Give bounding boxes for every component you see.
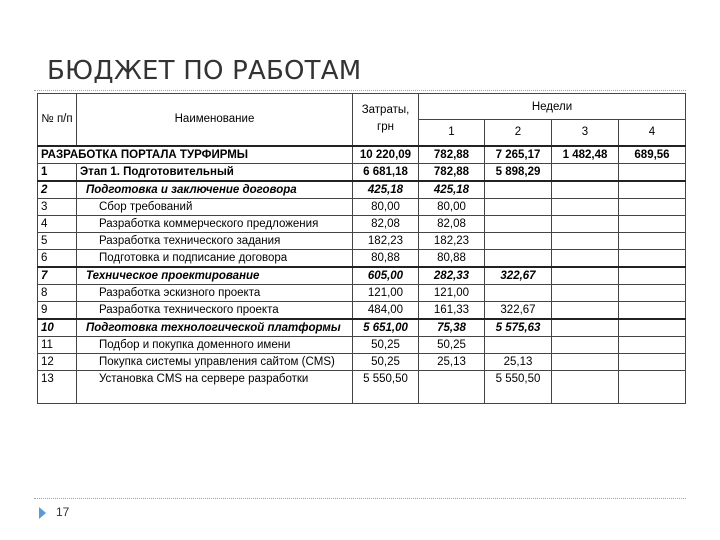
table-row xyxy=(38,284,686,301)
cell-week-3 xyxy=(552,267,619,285)
cell-week-1: 121,00 xyxy=(419,284,485,301)
table-row xyxy=(38,249,686,267)
header-cost: Затраты, грн xyxy=(353,94,419,146)
page-title: БЮДЖЕТ ПО РАБОТАМ xyxy=(47,56,362,86)
cell-cost: 425,18 xyxy=(353,181,419,199)
table-row xyxy=(38,336,686,353)
cell-cost: 6 681,18 xyxy=(353,163,419,181)
cell-num: 10 xyxy=(38,319,77,337)
cell-week-2 xyxy=(485,249,552,267)
header-weeks: Недели xyxy=(419,94,686,120)
table-row xyxy=(38,215,686,232)
cell-week-1: 161,33 xyxy=(419,301,485,319)
cell-week-4 xyxy=(619,198,686,215)
cell-week-4 xyxy=(619,353,686,370)
cell-week-2 xyxy=(485,181,552,199)
cell-week-1: 50,25 xyxy=(419,336,485,353)
cell-week-1: 282,33 xyxy=(419,267,485,285)
cell-num: 11 xyxy=(38,336,77,353)
cell-name: Техническое проектирование xyxy=(77,267,353,285)
table-row xyxy=(38,181,686,199)
cell-week-4 xyxy=(619,215,686,232)
cell-cost: 50,25 xyxy=(353,353,419,370)
cell-week-2: 322,67 xyxy=(485,267,552,285)
cell-week-3 xyxy=(552,198,619,215)
cell-name: Подготовка технологической платформы xyxy=(77,319,353,337)
cell-cost: 484,00 xyxy=(353,301,419,319)
table-row xyxy=(38,319,686,337)
cell-week-3 xyxy=(552,232,619,249)
table-row xyxy=(38,163,686,181)
cell-num: 4 xyxy=(38,215,77,232)
cell-week-4 xyxy=(619,319,686,337)
cell-week-3 xyxy=(552,353,619,370)
cell-num: 8 xyxy=(38,284,77,301)
cell-week-4 xyxy=(619,163,686,181)
cell-name: Сбор требований xyxy=(77,198,353,215)
table-row xyxy=(38,353,686,370)
cell-week-1: 182,23 xyxy=(419,232,485,249)
page-number: 17 xyxy=(56,505,70,519)
header-week-3: 3 xyxy=(552,120,619,146)
cell-week-3 xyxy=(552,319,619,337)
page-marker-arrow-icon xyxy=(39,507,46,519)
cell-week-3 xyxy=(552,336,619,353)
cell-cost: 10 220,09 xyxy=(353,146,419,164)
cell-cost: 182,23 xyxy=(353,232,419,249)
cell-week-2 xyxy=(485,336,552,353)
cell-num: 9 xyxy=(38,301,77,319)
cell-week-1 xyxy=(419,370,485,403)
cell-cost: 605,00 xyxy=(353,267,419,285)
cell-name: Этап 1. Подготовительный xyxy=(77,163,353,181)
cell-week-4: 689,56 xyxy=(619,146,686,164)
cell-week-3 xyxy=(552,370,619,403)
table-row-total xyxy=(38,146,686,164)
cell-name: Разработка технического задания xyxy=(77,232,353,249)
cell-week-2: 5 575,63 xyxy=(485,319,552,337)
cell-num: 13 xyxy=(38,370,77,403)
cell-week-1: 80,88 xyxy=(419,249,485,267)
cell-week-4 xyxy=(619,232,686,249)
cell-week-2 xyxy=(485,284,552,301)
cell-week-4 xyxy=(619,267,686,285)
cell-week-3 xyxy=(552,284,619,301)
cell-name: Установка CMS на сервере разработки xyxy=(77,370,353,403)
cell-week-2: 7 265,17 xyxy=(485,146,552,164)
cell-week-1: 75,38 xyxy=(419,319,485,337)
cell-week-1: 25,13 xyxy=(419,353,485,370)
bottom-divider xyxy=(34,498,686,499)
table-row xyxy=(38,370,686,403)
cell-num: 12 xyxy=(38,353,77,370)
cell-num: 2 xyxy=(38,181,77,199)
cell-week-4 xyxy=(619,301,686,319)
cell-week-2: 322,67 xyxy=(485,301,552,319)
cell-name: Покупка системы управления сайтом (CMS) xyxy=(77,353,353,370)
header-week-4: 4 xyxy=(619,120,686,146)
cell-name: Разработка коммерческого предложения xyxy=(77,215,353,232)
table-row xyxy=(38,267,686,285)
table-row xyxy=(38,198,686,215)
cell-num: 6 xyxy=(38,249,77,267)
cell-cost: 5 651,00 xyxy=(353,319,419,337)
cell-num: 1 xyxy=(38,163,77,181)
cell-week-1: 782,88 xyxy=(419,163,485,181)
cell-week-4 xyxy=(619,336,686,353)
cell-week-3 xyxy=(552,301,619,319)
cell-week-2: 5 898,29 xyxy=(485,163,552,181)
cell-week-4 xyxy=(619,249,686,267)
cell-week-3 xyxy=(552,181,619,199)
cell-num: 5 xyxy=(38,232,77,249)
cell-cost: 5 550,50 xyxy=(353,370,419,403)
cell-name: Подбор и покупка доменного имени xyxy=(77,336,353,353)
header-week-1: 1 xyxy=(419,120,485,146)
table-row xyxy=(38,301,686,319)
header-week-2: 2 xyxy=(485,120,552,146)
cell-cost: 82,08 xyxy=(353,215,419,232)
cell-week-1: 80,00 xyxy=(419,198,485,215)
cell-week-1: 82,08 xyxy=(419,215,485,232)
cell-num: 3 xyxy=(38,198,77,215)
cell-week-2 xyxy=(485,232,552,249)
cell-week-2 xyxy=(485,215,552,232)
cell-week-1: 425,18 xyxy=(419,181,485,199)
row-label: РАЗРАБОТКА ПОРТАЛА ТУРФИРМЫ xyxy=(38,146,353,164)
cell-week-2: 5 550,50 xyxy=(485,370,552,403)
cell-week-2: 25,13 xyxy=(485,353,552,370)
top-divider xyxy=(34,90,686,91)
cell-name: Разработка технического проекта xyxy=(77,301,353,319)
cell-name: Разработка эскизного проекта xyxy=(77,284,353,301)
cell-week-4 xyxy=(619,284,686,301)
cell-week-3 xyxy=(552,249,619,267)
cell-cost: 80,88 xyxy=(353,249,419,267)
cell-week-3: 1 482,48 xyxy=(552,146,619,164)
cell-week-2 xyxy=(485,198,552,215)
cell-week-4 xyxy=(619,370,686,403)
cell-name: Подготовка и заключение договора xyxy=(77,181,353,199)
table-row xyxy=(38,232,686,249)
cell-cost: 121,00 xyxy=(353,284,419,301)
header-num: № п/п xyxy=(38,94,77,146)
cell-week-4 xyxy=(619,181,686,199)
cell-week-3 xyxy=(552,163,619,181)
cell-cost: 80,00 xyxy=(353,198,419,215)
cell-num: 7 xyxy=(38,267,77,285)
cell-name: Подготовка и подписание договора xyxy=(77,249,353,267)
cell-cost: 50,25 xyxy=(353,336,419,353)
header-name: Наименование xyxy=(77,94,353,146)
budget-table xyxy=(37,93,686,404)
cell-week-3 xyxy=(552,215,619,232)
cell-week-1: 782,88 xyxy=(419,146,485,164)
